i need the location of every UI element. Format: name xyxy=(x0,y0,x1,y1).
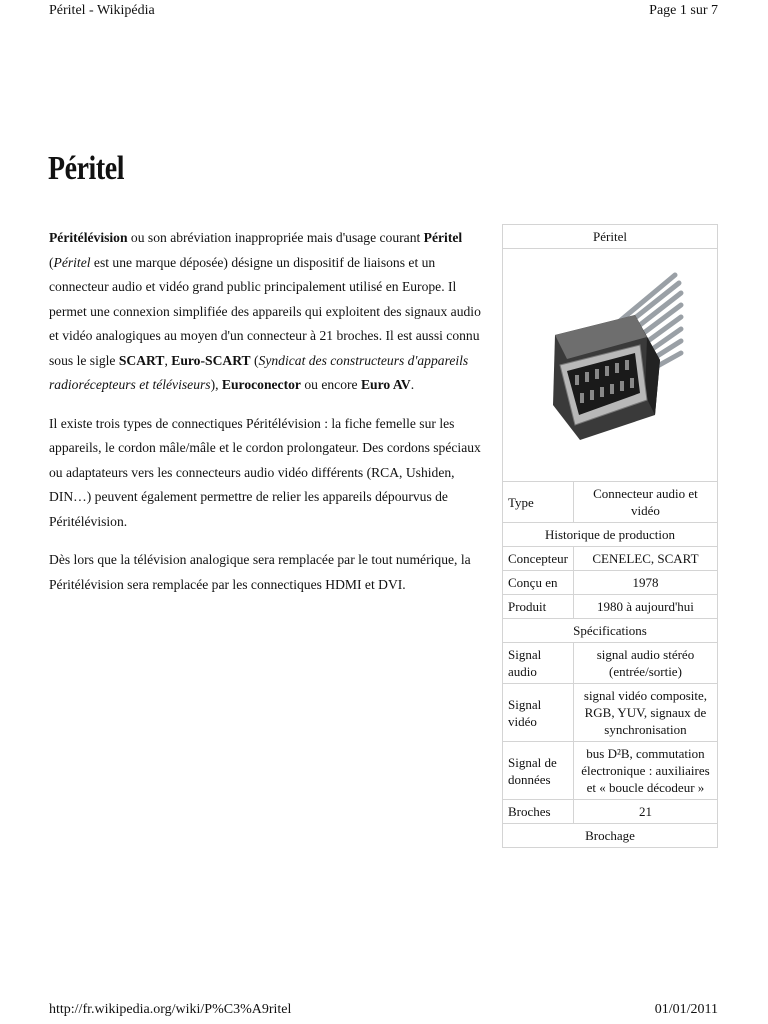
signal-audio-value: signal audio stéréo (entrée/sortie) xyxy=(573,643,717,684)
broches-value: 21 xyxy=(573,800,717,824)
article-title: Péritel xyxy=(48,150,125,187)
brochage-header: Brochage xyxy=(503,824,718,848)
text-run: est une marque déposée) désigne un dispositif de liaisons et un connecteur audio et vidéo grand public principalement utilisé en Europe. Il permet une connexion simplifiée des appareils qui exploitent des signaux audio et vidéo analogiques au moyen d'un connecteur à 21 broches. Il est aussi connu sous le sigle xyxy=(49,254,481,368)
concepteur-label: Concepteur xyxy=(503,547,574,571)
term-scart: SCART xyxy=(118,352,165,368)
text-run: ou son abréviation inappropriée mais d'usage courant xyxy=(127,230,424,245)
infobox-image-cell xyxy=(503,249,718,482)
type-value: Connecteur audio et vidéo xyxy=(573,482,717,523)
concu-value: 1978 xyxy=(573,571,717,595)
signal-audio-label: Signal audio xyxy=(503,643,574,684)
broches-label: Broches xyxy=(503,800,574,824)
header-page-title: Péritel - Wikipédia xyxy=(49,3,155,18)
type-label: Type xyxy=(503,482,574,523)
footer-date: 01/01/2011 xyxy=(654,1002,718,1017)
infobox xyxy=(502,224,718,848)
term-euro-av: Euro AV xyxy=(360,377,411,392)
concu-label: Conçu en xyxy=(503,571,574,595)
article-body xyxy=(49,226,493,611)
signal-donnees-label: Signal de données xyxy=(503,742,574,800)
term-peritel-italic: Péritel xyxy=(53,254,91,270)
signal-donnees-value: bus D²B, commutation électronique : auxiliaires et « boucle décodeur » xyxy=(573,742,717,800)
text-run: ( xyxy=(49,254,54,270)
concepteur-value: CENELEC, SCART xyxy=(573,547,717,571)
text-run: , xyxy=(164,352,172,368)
footer-url: http://fr.wikipedia.org/wiki/P%C3%A9ritel xyxy=(49,1002,292,1017)
term-euro-scart: Euro-SCART xyxy=(171,352,251,368)
header-page-number: Page 1 sur 7 xyxy=(649,3,718,18)
infobox-title: Péritel xyxy=(503,225,718,249)
text-run: ou encore xyxy=(300,377,361,392)
produit-value: 1980 à aujourd'hui xyxy=(573,595,717,619)
future-paragraph: Dès lors que la télévision analogique sera remplacée par le tout numérique, la Péritélévision sera remplacée par les connectiques HDMI et DVI. xyxy=(49,552,471,592)
text-run: . xyxy=(410,377,415,392)
text-run: ), xyxy=(210,377,222,392)
section-production-history: Historique de production xyxy=(503,523,718,547)
section-specifications: Spécifications xyxy=(503,619,718,643)
types-paragraph: Il existe trois types de connectiques Péritélévision : la fiche femelle sur les appareils, le cordon mâle/mâle et le cordon prolongateur. Des cordons spéciaux ou adaptateurs vers les connecteurs audio vidéo différents (RCA, Ushiden, DIN…) peuvent également permettre de relier les appareils dépourvus de Péritélévision. xyxy=(49,415,481,529)
term-euroconector: Euroconector xyxy=(221,377,301,392)
text-run: ( xyxy=(250,352,259,368)
term-peritelevision: Péritélévision xyxy=(49,230,128,245)
signal-video-label: Signal vidéo xyxy=(503,684,574,742)
scart-connector-image xyxy=(535,265,685,465)
produit-label: Produit xyxy=(503,595,574,619)
scart-expansion: Syndicat des constructeurs d'appareils radiorécepteurs et téléviseurs xyxy=(49,352,469,392)
term-peritel: Péritel xyxy=(423,230,463,245)
signal-video-value: signal vidéo composite, RGB, YUV, signaux de synchronisation xyxy=(573,684,717,742)
intro-paragraph xyxy=(49,226,493,398)
